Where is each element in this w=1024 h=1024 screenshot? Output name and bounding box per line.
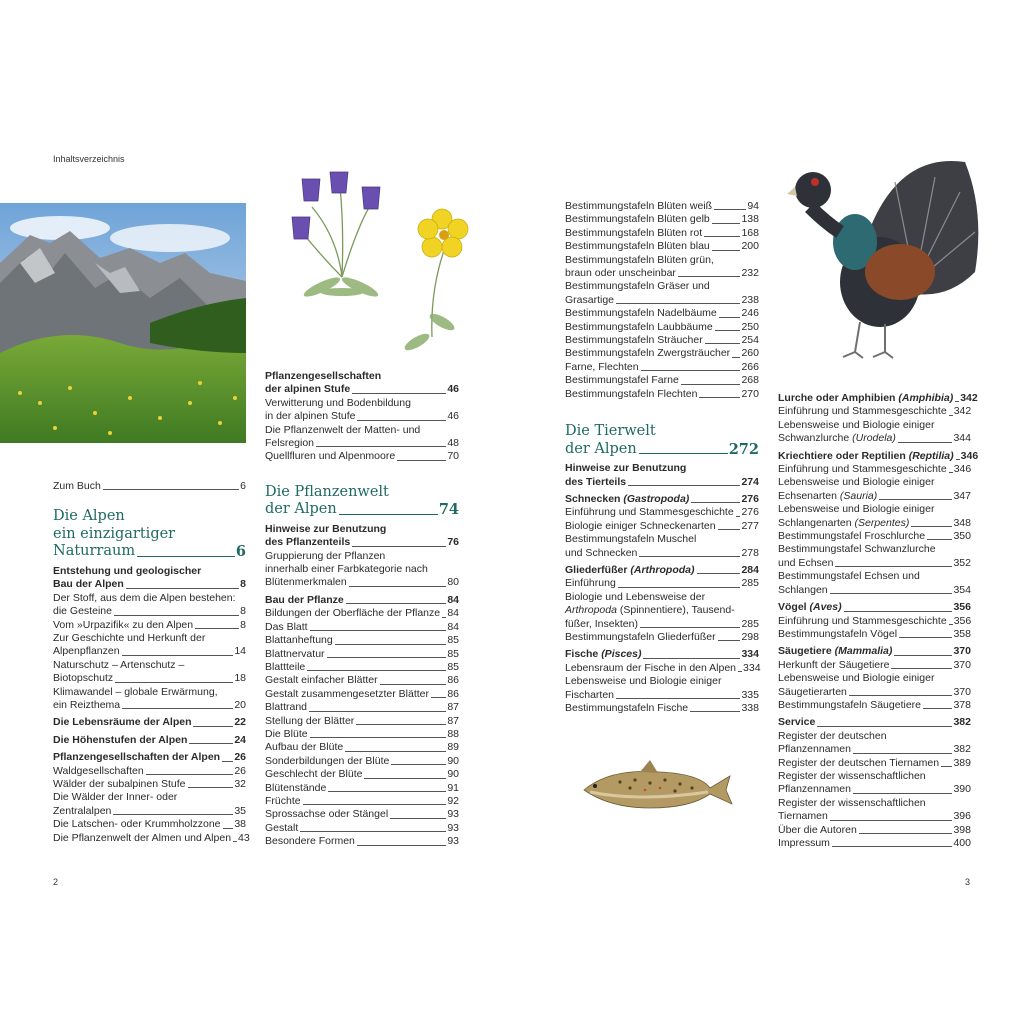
toc-entry-title: Gestalt einfacher Blätter	[265, 674, 378, 687]
toc-entry[interactable]: Einführung und Stammesgeschichte 346	[778, 463, 972, 476]
toc-entry[interactable]: Register der deutschen Tiernamen 389	[778, 756, 971, 769]
toc-entry[interactable]	[265, 728, 459, 741]
toc-entry-page: 85	[447, 634, 459, 647]
toc-entry[interactable]: Service 382	[778, 716, 971, 729]
toc-column-2	[265, 370, 459, 849]
toc-entry[interactable]: Lebensweise und Biologie einiger Säugetierarten 370	[778, 672, 971, 698]
section-heading-tierwelt[interactable]: Die Tierwelt der Alpen 272	[565, 423, 759, 458]
toc-entry-title: Blütenstände	[265, 781, 327, 794]
leader-line	[356, 724, 446, 725]
toc-entry[interactable]	[265, 634, 459, 647]
toc-entry[interactable]: Bestimmungstafeln Gliederfüßer 298	[565, 630, 759, 643]
trout-illustration	[580, 758, 735, 818]
toc-entry-page: 86	[447, 674, 459, 687]
toc-entry[interactable]: Bestimmungstafeln Flechten 270	[565, 387, 759, 400]
toc-entry-title: Die Blüte	[265, 727, 308, 740]
toc-entry[interactable]: Naturschutz – Artenschutz – Biotopschutz 18	[53, 658, 246, 685]
toc-entry[interactable]: Bestimmungstafeln Fische 338	[565, 702, 759, 714]
toc-entry-page: 93	[447, 835, 459, 848]
leader-line	[327, 657, 447, 658]
toc-entry-title: Gestalt	[265, 821, 299, 834]
toc-entry[interactable]: Bestimmungstafel Schwanzlurche und Echsen 352	[778, 543, 971, 569]
toc-entry-page: 84	[447, 620, 459, 633]
toc-entry[interactable]: Biologie einiger Schneckenarten 277	[565, 519, 759, 532]
toc-entry[interactable]	[265, 835, 459, 848]
toc-entry[interactable]: Register der wissenschaftlichen Tiernamen 396	[778, 796, 971, 823]
toc-entry-page: 84	[447, 607, 459, 620]
leader-line	[357, 845, 446, 846]
capercaillie-illustration	[785, 152, 985, 362]
toc-column-3	[565, 200, 759, 715]
toc-entry[interactable]: Klimawandel – globale Erwärmung, ein Reizthema 20	[53, 685, 246, 711]
toc-entry-page: 88	[447, 727, 459, 740]
toc-entry[interactable]	[265, 822, 459, 835]
toc-entry[interactable]: Säugetiere (Mammalia) 370	[778, 645, 971, 658]
toc-entry[interactable]	[265, 701, 459, 714]
toc-entry[interactable]: Lebensraum der Fische in den Alpen 334	[565, 661, 761, 674]
toc-entry[interactable]	[265, 795, 459, 808]
toc-entry[interactable]: Herkunft der Säugetiere 370	[778, 658, 971, 671]
leader-line	[345, 751, 446, 752]
toc-entry-title: Blattnervatur	[265, 647, 325, 660]
toc-entry[interactable]: Einführung und Stammesgeschichte 356	[778, 614, 972, 627]
toc-column-4	[778, 392, 979, 850]
toc-entry-title: Sonderbildungen der Blüte	[265, 754, 390, 767]
toc-entry[interactable]: Register der wissenschaftlichen Pflanzennamen 390	[778, 769, 971, 796]
running-header: Inhaltsverzeichnis	[53, 154, 125, 164]
toc-entry[interactable]: Pflanzengesellschaften der alpinen Stufe 46	[265, 370, 459, 396]
toc-entry-title: Aufbau der Blüte	[265, 741, 344, 754]
toc-entry[interactable]: Einführung und Stammesgeschichte 342	[778, 405, 972, 418]
leader-line	[310, 630, 447, 631]
toc-entry-title: Blattteile	[265, 660, 306, 673]
toc-entry-page: 86	[447, 687, 459, 700]
leader-line	[346, 603, 447, 604]
toc-entry[interactable]: Bestimmungstafeln Sträucher 254	[565, 334, 759, 347]
leader-line	[303, 804, 447, 805]
toc-entry[interactable]: Register der deutschen Pflanzennamen 382	[778, 729, 971, 756]
toc-entry-page: 92	[447, 794, 459, 807]
toc-entry[interactable]: Lebensweise und Biologie einiger Schwanzlurche (Urodela) 344	[778, 418, 971, 445]
toc-entry[interactable]: Impressum 400	[778, 837, 971, 849]
toc-entry[interactable]: Waldgesellschaften 26	[53, 764, 246, 777]
toc-entry[interactable]: Gruppierung der Pflanzen innerhalb einer Farbkategorie nach Blütenmerkmalen 80	[265, 549, 459, 589]
toc-entry-page: 89	[447, 741, 459, 754]
toc-entry[interactable]: Bestimmungstafeln Nadelbäume 246	[565, 307, 759, 320]
toc-entry[interactable]: Der Stoff, aus dem die Alpen bestehen: die Gesteine 8	[53, 591, 246, 618]
leader-line	[328, 791, 446, 792]
toc-entry-page: 87	[447, 714, 459, 727]
toc-entry[interactable]: Einführung 285	[565, 577, 759, 590]
toc-entry[interactable]	[265, 755, 459, 768]
section-heading-alpen[interactable]: Die Alpen ein einzigartiger Naturraum 6	[53, 508, 246, 561]
toc-entry[interactable]: Quellfluren und Alpenmoore 70	[265, 450, 459, 463]
toc-entry-page: 87	[447, 701, 459, 714]
toc-entry[interactable]: Bestimmungstafeln Muschel und Schnecken 278	[565, 533, 759, 559]
toc-entry[interactable]: Bestimmungstafeln Gräser und Grasartige 238	[565, 280, 759, 306]
toc-entry[interactable]: Bestimmungstafeln Blüten grün, braun oder unscheinbar 232	[565, 253, 759, 280]
toc-entry[interactable]: Bestimmungstafel Farne 268	[565, 374, 759, 387]
toc-entry[interactable]: Gliederfüßer (Arthropoda) 284	[565, 563, 759, 576]
toc-entry-title: Früchte	[265, 794, 301, 807]
toc-entry[interactable]: Die Lebensräume der Alpen 22	[53, 716, 246, 729]
toc-entry[interactable]: Bestimmungstafel Froschlurche 350	[778, 530, 971, 543]
toc-entry[interactable]: Bestimmungstafeln Laubbäume 250	[565, 320, 759, 333]
toc-entry[interactable]: Bestimmungstafeln Blüten gelb 138	[565, 213, 759, 226]
toc-entry[interactable]: Lurche oder Amphibien (Amphibia) 342	[778, 392, 978, 404]
toc-entry[interactable]: Kriechtiere oder Reptilien (Reptilia) 346	[778, 449, 979, 462]
toc-list	[265, 594, 459, 849]
toc-entry[interactable]: Lebensweise und Biologie einiger Schlangenarten (Serpentes) 348	[778, 503, 971, 529]
toc-entry[interactable]: Über die Autoren 398	[778, 823, 971, 836]
toc-entry-title: Blattrand	[265, 701, 308, 714]
page-number-left: 2	[53, 877, 59, 887]
toc-entry[interactable]: Pflanzengesellschaften der Alpen 26	[53, 751, 246, 764]
toc-entry-page: 85	[447, 647, 459, 660]
toc-entry[interactable]: Bestimmungstafeln Blüten rot 168	[565, 226, 759, 239]
toc-entry[interactable]	[265, 741, 459, 754]
leader-line	[391, 764, 446, 765]
toc-entry[interactable]: Farne, Flechten 266	[565, 360, 759, 373]
toc-entry[interactable]	[265, 715, 459, 728]
leader-line	[390, 818, 446, 819]
toc-entry[interactable]: Die Höhenstufen der Alpen 24	[53, 733, 246, 746]
leader-line	[380, 684, 447, 685]
toc-entry[interactable]: Vögel (Aves) 356	[778, 601, 971, 614]
toc-entry[interactable]	[265, 674, 459, 687]
toc-entry[interactable]: Bestimmungstafeln Blüten blau 200	[565, 240, 759, 253]
toc-entry[interactable]: Lebensweise und Biologie einiger Fischarten 335	[565, 675, 759, 701]
toc-entry[interactable]: Bestimmungstafeln Blüten weiß 94	[565, 200, 759, 212]
toc-entry[interactable]: Schnecken (Gastropoda) 276	[565, 492, 759, 505]
toc-entry[interactable]: Bestimmungstafeln Vögel 358	[778, 627, 971, 640]
toc-entry[interactable]: Lebensweise und Biologie einiger Echsenarten (Sauria) 347	[778, 476, 971, 502]
toc-entry-page: 91	[447, 781, 459, 794]
toc-entry[interactable]: Die Pflanzenwelt der Matten- und Felsregion 48	[265, 423, 459, 450]
toc-entry-page: 84	[447, 593, 459, 606]
toc-entry-page: 93	[447, 821, 459, 834]
toc-entry-title: Blattanheftung	[265, 634, 333, 647]
leader-line	[300, 831, 446, 832]
toc-entry[interactable]	[265, 621, 459, 634]
toc-entry-title: Das Blatt	[265, 620, 308, 633]
toc-entry[interactable]: Die Wälder der Inner- oder Zentralalpen 35	[53, 791, 246, 817]
toc-entry[interactable]: Entstehung und geologischer Bau der Alpen 8	[53, 564, 246, 591]
leader-line	[364, 778, 446, 779]
toc-entry-title: Stellung der Blätter	[265, 714, 355, 727]
toc-entry[interactable]	[265, 607, 459, 620]
toc-entry[interactable]: Fische (Pisces) 334	[565, 648, 759, 661]
page-number-right: 3	[965, 877, 971, 887]
toc-entry[interactable]: Bestimmungstafeln Säugetiere 378	[778, 698, 971, 711]
toc-entry[interactable]: Bestimmungstafeln Zwergsträucher 260	[565, 347, 759, 360]
toc-entry[interactable]: Zur Geschichte und Herkunft der Alpenpflanzen 14	[53, 631, 246, 658]
toc-entry[interactable]: Einführung und Stammesgeschichte 276	[565, 506, 759, 519]
toc-entry[interactable]: Wälder der subalpinen Stufe 32	[53, 778, 246, 790]
toc-entry[interactable]	[265, 594, 459, 607]
toc-entry[interactable]	[265, 768, 459, 781]
toc-entry-page: 85	[447, 660, 459, 673]
toc-entry[interactable]	[265, 808, 459, 821]
toc-entry[interactable]: Hinweise zur Benutzung des Pflanzenteils 76	[265, 522, 459, 549]
toc-entry[interactable]: Verwitterung und Bodenbildung in der alpinen Stufe 46	[265, 396, 459, 423]
toc-entry[interactable]	[265, 648, 459, 661]
leader-line	[431, 697, 446, 698]
leader-line	[442, 617, 446, 618]
leader-line	[310, 737, 447, 738]
toc-entry[interactable]: Vom »Urpazifik« zu den Alpen 8	[53, 618, 246, 631]
toc-entry[interactable]: Biologie und Lebensweise der Arthropoda (Spinnentiere), Tausend- füßer, Insekten) 285	[565, 590, 759, 630]
toc-entry-page: 93	[447, 808, 459, 821]
toc-entry-title: Bildungen der Oberfläche der Pflanze	[265, 607, 441, 620]
toc-entry[interactable]: Bestimmungstafel Echsen und Schlangen 354	[778, 570, 971, 596]
toc-entry[interactable]: Zum Buch 6	[53, 480, 246, 492]
toc-entry[interactable]	[265, 782, 459, 795]
toc-entry[interactable]: Die Latschen- oder Krummholzzone 38	[53, 818, 246, 831]
toc-entry-title: Besondere Formen	[265, 835, 355, 848]
leader-line	[307, 670, 446, 671]
toc-column-1	[53, 480, 250, 845]
toc-entry[interactable]: Die Pflanzenwelt der Almen und Alpen 43	[53, 831, 250, 844]
toc-entry-page: 90	[447, 754, 459, 767]
leader-line	[309, 711, 446, 712]
toc-entry[interactable]	[265, 661, 459, 674]
leader-line	[335, 644, 447, 645]
mountain-meadow-photo	[0, 203, 246, 443]
toc-entry-title: Sprossachse oder Stängel	[265, 808, 389, 821]
toc-entry-title: Gestalt zusammengesetzter Blätter	[265, 687, 429, 700]
toc-entry-title: Bau der Pflanze	[265, 593, 344, 606]
section-heading-pflanzenwelt[interactable]: Die Pflanzenwelt der Alpen 74	[265, 483, 459, 519]
toc-entry-page: 90	[447, 768, 459, 781]
toc-entry[interactable]: Hinweise zur Benutzung des Tierteils 274	[565, 462, 759, 488]
toc-entry[interactable]	[265, 688, 459, 701]
toc-entry-title: Geschlecht der Blüte	[265, 768, 363, 781]
alpine-flowers-illustration	[282, 157, 482, 357]
